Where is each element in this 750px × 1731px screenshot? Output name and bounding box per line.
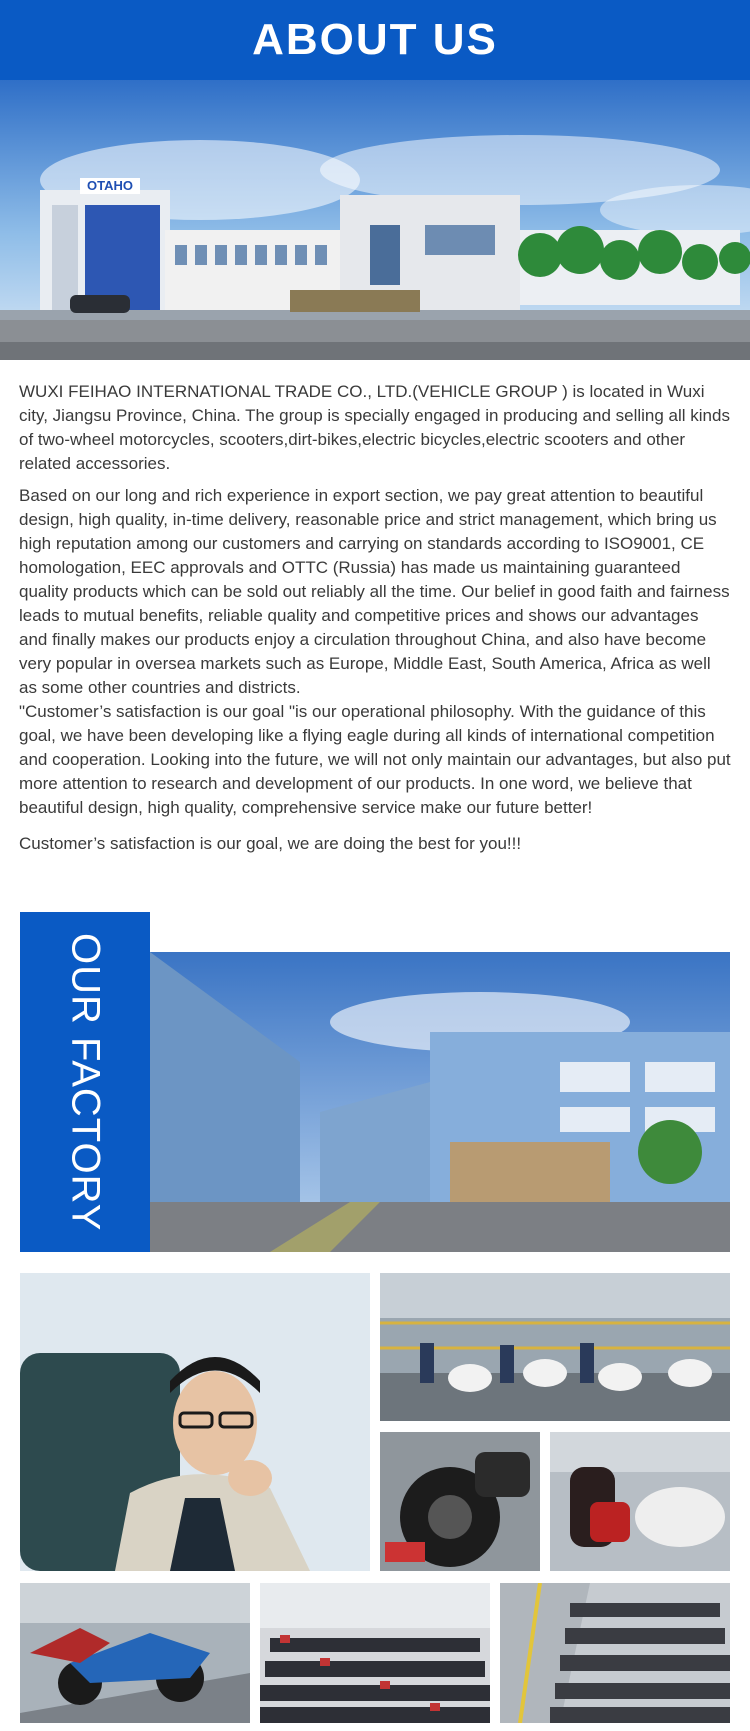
closing-line: Customer’s satisfaction is our goal, we are doing the best for you!!!: [19, 834, 522, 853]
motorcycle-display-photo: [20, 1583, 250, 1723]
intro-paragraph-2: Based on our long and rich experience in export section, we pay great attention to beautiful design, high quality, in-time delivery, reasonable price and strict management, which bring us high reputation among our customers and carrying on standards according to ISO9001, CE homologation, EEC approvals and OTTC (Russia) has made us maintaining guaranteed quality products which can be sold out reliably all the time. Our belief in good faith and fairness leads to mutual benefits, reliable quality and competitive prices and shows our advantages and finally makes our products enjoy a circulation throughout China, and also have become very popular in oversea markets such as Europe, Middle East, South America, Africa as well as some other countries and districts.: [19, 486, 730, 697]
warehouse-scooters-photo: [260, 1583, 490, 1723]
scooter-inspection-photo: [550, 1432, 730, 1571]
our-factory-label-wrap: [20, 912, 150, 1252]
our-factory-band: [20, 912, 150, 1252]
wheel-assembly-photo: [380, 1432, 540, 1571]
our-factory-label: OUR FACTORY: [63, 932, 108, 1232]
company-logo: OTAHO: [80, 178, 140, 194]
company-description: [19, 380, 731, 864]
assembly-line-photo: [380, 1273, 730, 1421]
intro-paragraph-1: WUXI FEIHAO INTERNATIONAL TRADE CO., LTD.(VEHICLE GROUP ) is located in Wuxi city, Jiangsu Province, China. The group is specially engaged in producing and selling all kinds of two-wheel motorcycles, scooters,dirt-bikes,electric bicycles,electric scooters and other related accessories.: [19, 382, 730, 473]
storage-scooters-photo: [500, 1583, 730, 1723]
factory-exterior-photo: [150, 952, 730, 1252]
page-title: ABOUT US: [252, 15, 498, 64]
about-us-header: [0, 0, 750, 80]
intro-paragraph-3: "Customer’s satisfaction is our goal "is our operational philosophy. With the guidance of this goal, we have been developing like a flying eagle during all kinds of international competition and cooperation. Looking into the future, we will not only maintain our advantages, but also put more attention to research and development of our products. In one word, we believe that beautiful design, high quality, comprehensive service make our future better!: [19, 702, 731, 817]
staff-portrait-photo: [20, 1273, 370, 1571]
company-building-photo: [0, 80, 750, 360]
